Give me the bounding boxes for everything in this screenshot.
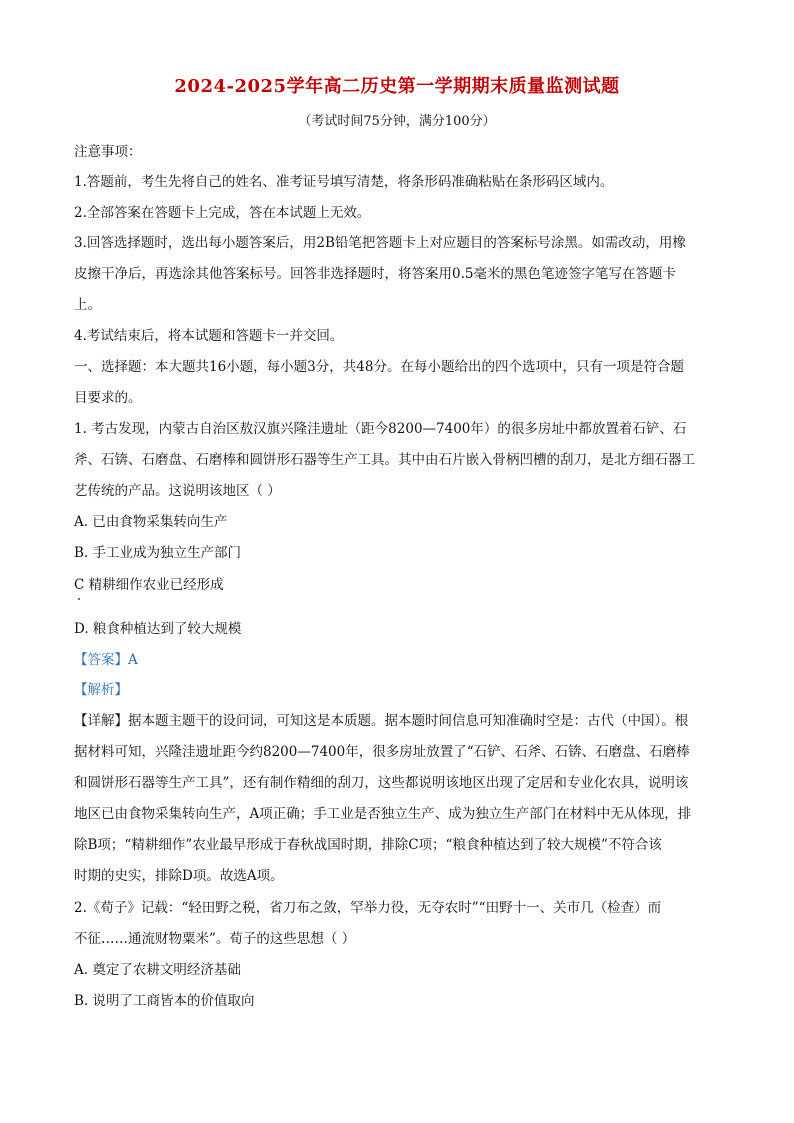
- q1-option-c: C 精耕细作农业已经形成: [74, 577, 224, 593]
- q1-option-d: D. 粮食种植达到了较大规模: [74, 621, 242, 637]
- q1-stem-line-1: 1. 考古发现，内蒙古自治区敖汉旗兴隆洼遗址（距今8200—7400年）的很多房址中都放置着石铲、石: [74, 421, 687, 437]
- q1-option-b: B. 手工业成为独立生产部门: [74, 545, 242, 561]
- notice-heading: 注意事项：: [74, 144, 142, 160]
- q2-stem-line-2: 不征……通流财物粟米”。荀子的这些思想（ ）: [74, 931, 356, 947]
- q1-option-a: A. 已由食物采集转向生产: [74, 514, 228, 530]
- q1-analysis-label: 【解析】: [74, 682, 128, 698]
- q1-answer: 【答案】A: [74, 652, 138, 668]
- q1-detail-line-5: 除B项；“精耕细作”农业最早形成于春秋战国时期，排除C项；“粮食种植达到了较大规模”不符合该: [74, 837, 662, 853]
- section-heading-line-1: 一、选择题：本大题共16小题，每小题3分，共48分。在每小题给出的四个选项中，只有一项是符合题: [74, 359, 684, 375]
- q1-detail-line-6: 时期的史实，排除D项。故选A项。: [74, 868, 284, 884]
- exam-time-note: （考试时间75分钟，满分100分）: [298, 114, 496, 129]
- notice-item-1: 1.答题前，考生先将自己的姓名、准考证号填写清楚，将条形码准确粘贴在条形码区域内。: [74, 174, 614, 190]
- page-title: 2024-2025学年高二历史第一学期期末质量监测试题: [174, 76, 620, 97]
- q1-detail-line-4: 地区已由食物采集转向生产，A项正确；手工业是否独立生产、成为独立生产部门在材料中无从体现，排: [74, 806, 692, 822]
- q1-detail-line-2: 据材料可知，兴隆洼遗址距今约8200—7400年，很多房址放置了“石铲、石斧、石锛、石磨盘、石磨棒: [74, 744, 690, 760]
- notice-item-3-line-3: 上。: [74, 297, 101, 313]
- q2-option-b: B. 说明了工商皆本的价值取向: [74, 993, 255, 1009]
- q2-option-a: A. 奠定了农耕文明经济基础: [74, 962, 241, 978]
- q1-stem-line-2: 斧、石锛、石磨盘、石磨棒和圆饼形石器等生产工具。其中由石片嵌入骨柄凹槽的刮刀，是北方细石器工: [74, 452, 695, 468]
- notice-item-3-line-2: 皮擦干净后，再选涂其他答案标号。回答非选择题时，将答案用0.5毫米的黑色笔迹签字笔写在答题卡: [74, 266, 676, 282]
- q1-detail-line-3: 和圆饼形石器等生产工具”，还有制作精细的刮刀，这些都说明该地区出现了定居和专业化农具，说明该: [74, 775, 689, 791]
- notice-item-2: 2.全部答案在答题卡上完成，答在本试题上无效。: [74, 205, 371, 221]
- q1-stem-line-3: 艺传统的产品。这说明该地区（ ）: [74, 483, 281, 499]
- notice-item-4: 4.考试结束后，将本试题和答题卡一并交回。: [74, 328, 344, 344]
- stray-dot-mark: [78, 598, 80, 600]
- section-heading-line-2: 目要求的。: [74, 390, 142, 406]
- notice-item-3-line-1: 3.回答选择题时，选出每小题答案后，用2B铅笔把答题卡上对应题目的答案标号涂黑。如需改动，用橡: [74, 235, 686, 251]
- q1-detail-line-1: 【详解】据本题主题干的设问词，可知这是本质题。据本题时间信息可知准确时空是：古代（中国）。根: [74, 713, 689, 729]
- q2-stem-line-1: 2.《荀子》记载：“轻田野之税，省刀布之敛，罕举力役，无夺农时”“田野十一、关市几（检查）而: [74, 900, 662, 916]
